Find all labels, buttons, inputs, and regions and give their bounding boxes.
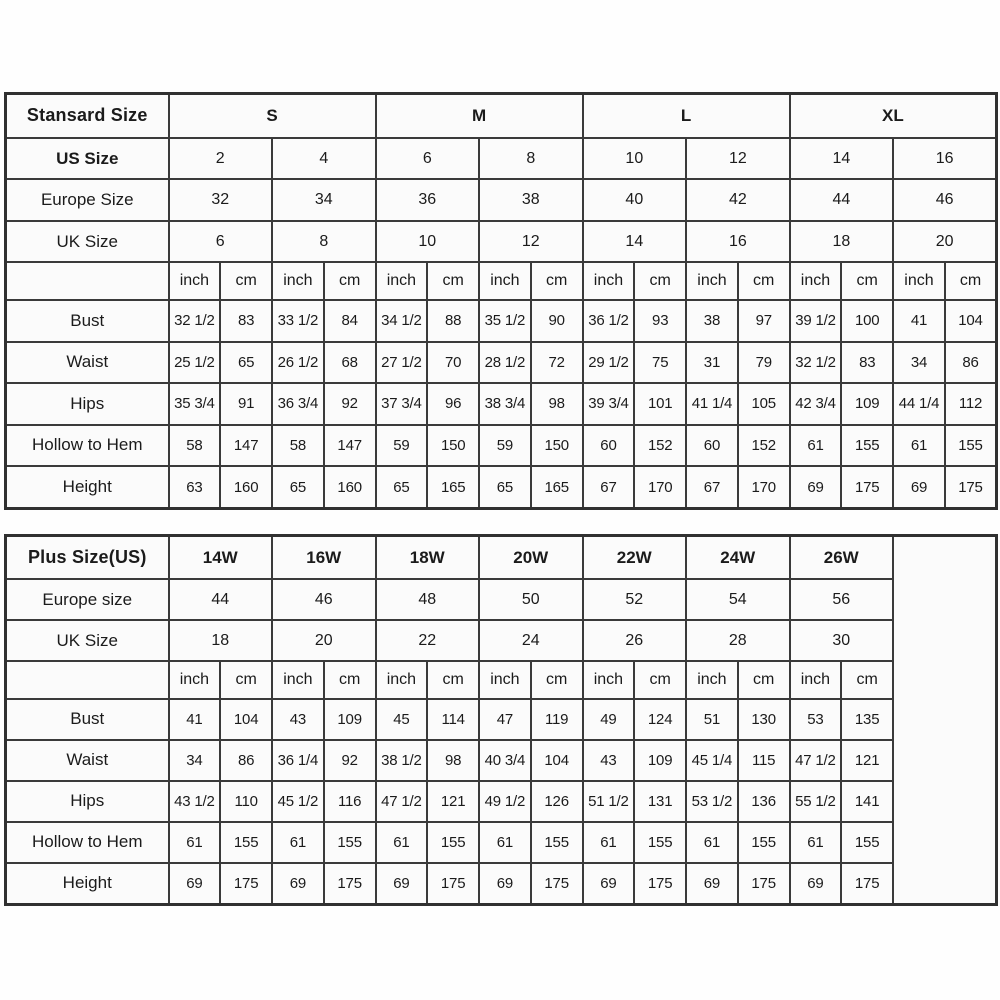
measurement-value-cell: 51 1/2 — [583, 781, 635, 822]
measurement-value-cell: 150 — [531, 425, 583, 467]
measurement-value-cell: 124 — [634, 699, 686, 740]
measurement-value-cell: 91 — [220, 383, 272, 425]
size-value-cell: 42 — [686, 179, 790, 221]
measurement-value-cell: 86 — [220, 740, 272, 781]
measurement-value-cell: 155 — [531, 822, 583, 863]
size-group-header: 24W — [686, 536, 790, 580]
measurement-value-cell: 165 — [531, 466, 583, 508]
measurement-value-cell: 61 — [479, 822, 531, 863]
size-value-cell: 44 — [790, 179, 894, 221]
measurement-value-cell: 55 1/2 — [790, 781, 842, 822]
unit-cm-cell: cm — [531, 661, 583, 698]
measurement-value-cell: 109 — [324, 699, 376, 740]
measurement-value-cell: 101 — [634, 383, 686, 425]
corner-label: Plus Size(US) — [6, 536, 169, 580]
empty-column-cell — [893, 536, 997, 905]
measurement-value-cell: 65 — [479, 466, 531, 508]
size-value-cell: 48 — [376, 579, 480, 620]
unit-cm-cell: cm — [634, 661, 686, 698]
unit-inch-cell: inch — [376, 262, 428, 300]
measurement-value-cell: 68 — [324, 342, 376, 384]
measurement-value-cell: 69 — [893, 466, 945, 508]
measurement-value-cell: 90 — [531, 300, 583, 342]
measurement-value-cell: 96 — [427, 383, 479, 425]
measurement-value-cell: 39 1/2 — [790, 300, 842, 342]
measurement-value-cell: 61 — [272, 822, 324, 863]
measurement-value-cell: 38 1/2 — [376, 740, 428, 781]
unit-cm-cell: cm — [220, 661, 272, 698]
measurement-value-cell: 170 — [634, 466, 686, 508]
unit-cm-cell: cm — [634, 262, 686, 300]
measurement-value-cell: 27 1/2 — [376, 342, 428, 384]
row-label: Hollow to Hem — [6, 425, 169, 467]
unit-inch-cell: inch — [686, 262, 738, 300]
measurement-value-cell: 72 — [531, 342, 583, 384]
measurement-value-cell: 45 1/4 — [686, 740, 738, 781]
measurement-value-cell: 175 — [738, 863, 790, 905]
measurement-value-cell: 53 1/2 — [686, 781, 738, 822]
measurement-value-cell: 170 — [738, 466, 790, 508]
size-value-cell: 6 — [169, 221, 273, 263]
measurement-value-cell: 47 1/2 — [376, 781, 428, 822]
measurement-value-cell: 35 1/2 — [479, 300, 531, 342]
size-value-cell: 4 — [272, 138, 376, 180]
measurement-value-cell: 112 — [945, 383, 997, 425]
measurement-value-cell: 61 — [376, 822, 428, 863]
measurement-value-cell: 32 1/2 — [790, 342, 842, 384]
measurement-value-cell: 60 — [686, 425, 738, 467]
measurement-value-cell: 26 1/2 — [272, 342, 324, 384]
measurement-value-cell: 155 — [220, 822, 272, 863]
unit-cm-cell: cm — [220, 262, 272, 300]
row-label: US Size — [6, 138, 169, 180]
size-value-cell: 20 — [893, 221, 997, 263]
unit-inch-cell: inch — [790, 262, 842, 300]
unit-cm-cell: cm — [324, 262, 376, 300]
measurement-value-cell: 44 1/4 — [893, 383, 945, 425]
measurement-value-cell: 83 — [841, 342, 893, 384]
measurement-value-cell: 65 — [220, 342, 272, 384]
size-value-cell: 6 — [376, 138, 480, 180]
measurement-value-cell: 152 — [634, 425, 686, 467]
measurement-value-cell: 51 — [686, 699, 738, 740]
measurement-value-cell: 115 — [738, 740, 790, 781]
unit-cm-cell: cm — [738, 262, 790, 300]
size-value-cell: 36 — [376, 179, 480, 221]
measurement-value-cell: 175 — [634, 863, 686, 905]
unit-cm-cell: cm — [324, 661, 376, 698]
unit-row-label-cell — [6, 661, 169, 698]
row-label: Waist — [6, 342, 169, 384]
size-group-header: XL — [790, 94, 997, 138]
measurement-value-cell: 109 — [841, 383, 893, 425]
measurement-value-cell: 61 — [169, 822, 221, 863]
size-value-cell: 8 — [479, 138, 583, 180]
measurement-value-cell: 79 — [738, 342, 790, 384]
measurement-value-cell: 58 — [272, 425, 324, 467]
measurement-value-cell: 47 1/2 — [790, 740, 842, 781]
size-group-header: 14W — [169, 536, 273, 580]
size-value-cell: 40 — [583, 179, 687, 221]
measurement-value-cell: 69 — [686, 863, 738, 905]
corner-label: Stansard Size — [6, 94, 169, 138]
measurement-value-cell: 67 — [686, 466, 738, 508]
unit-cm-cell: cm — [945, 262, 997, 300]
measurement-value-cell: 75 — [634, 342, 686, 384]
measurement-value-cell: 38 3/4 — [479, 383, 531, 425]
unit-row-label-cell — [6, 262, 169, 300]
unit-cm-cell: cm — [841, 661, 893, 698]
measurement-value-cell: 49 1/2 — [479, 781, 531, 822]
measurement-value-cell: 175 — [324, 863, 376, 905]
size-group-header: S — [169, 94, 376, 138]
plus-size-table — [4, 534, 998, 906]
measurement-value-cell: 114 — [427, 699, 479, 740]
measurement-value-cell: 141 — [841, 781, 893, 822]
measurement-value-cell: 69 — [790, 466, 842, 508]
measurement-value-cell: 121 — [427, 781, 479, 822]
size-value-cell: 14 — [790, 138, 894, 180]
measurement-value-cell: 53 — [790, 699, 842, 740]
measurement-value-cell: 28 1/2 — [479, 342, 531, 384]
measurement-value-cell: 63 — [169, 466, 221, 508]
size-value-cell: 34 — [272, 179, 376, 221]
unit-inch-cell: inch — [583, 661, 635, 698]
row-label: Waist — [6, 740, 169, 781]
measurement-value-cell: 49 — [583, 699, 635, 740]
size-value-cell: 26 — [583, 620, 687, 661]
measurement-value-cell: 69 — [272, 863, 324, 905]
size-group-header: 26W — [790, 536, 894, 580]
unit-inch-cell: inch — [893, 262, 945, 300]
size-value-cell: 16 — [686, 221, 790, 263]
measurement-value-cell: 93 — [634, 300, 686, 342]
measurement-value-cell: 109 — [634, 740, 686, 781]
measurement-value-cell: 155 — [634, 822, 686, 863]
measurement-value-cell: 84 — [324, 300, 376, 342]
measurement-value-cell: 40 3/4 — [479, 740, 531, 781]
measurement-value-cell: 152 — [738, 425, 790, 467]
unit-inch-cell: inch — [479, 262, 531, 300]
size-value-cell: 8 — [272, 221, 376, 263]
measurement-value-cell: 29 1/2 — [583, 342, 635, 384]
measurement-value-cell: 175 — [841, 863, 893, 905]
size-group-header: 20W — [479, 536, 583, 580]
measurement-value-cell: 34 1/2 — [376, 300, 428, 342]
measurement-value-cell: 147 — [220, 425, 272, 467]
size-value-cell: 32 — [169, 179, 273, 221]
measurement-value-cell: 126 — [531, 781, 583, 822]
size-group-header: L — [583, 94, 790, 138]
row-label: Height — [6, 863, 169, 905]
measurement-value-cell: 104 — [945, 300, 997, 342]
measurement-value-cell: 155 — [324, 822, 376, 863]
measurement-value-cell: 130 — [738, 699, 790, 740]
measurement-value-cell: 97 — [738, 300, 790, 342]
row-label: Hips — [6, 383, 169, 425]
measurement-value-cell: 67 — [583, 466, 635, 508]
unit-inch-cell: inch — [376, 661, 428, 698]
measurement-value-cell: 160 — [324, 466, 376, 508]
row-label: Height — [6, 466, 169, 508]
measurement-value-cell: 86 — [945, 342, 997, 384]
measurement-value-cell: 175 — [841, 466, 893, 508]
row-label: UK Size — [6, 620, 169, 661]
measurement-value-cell: 61 — [893, 425, 945, 467]
measurement-value-cell: 38 — [686, 300, 738, 342]
size-group-header: M — [376, 94, 583, 138]
measurement-value-cell: 147 — [324, 425, 376, 467]
unit-inch-cell: inch — [169, 262, 221, 300]
unit-inch-cell: inch — [272, 661, 324, 698]
measurement-value-cell: 131 — [634, 781, 686, 822]
measurement-value-cell: 69 — [479, 863, 531, 905]
measurement-value-cell: 34 — [893, 342, 945, 384]
unit-inch-cell: inch — [686, 661, 738, 698]
measurement-value-cell: 98 — [427, 740, 479, 781]
measurement-value-cell: 165 — [427, 466, 479, 508]
size-value-cell: 56 — [790, 579, 894, 620]
size-value-cell: 46 — [893, 179, 997, 221]
row-label: Bust — [6, 699, 169, 740]
unit-inch-cell: inch — [169, 661, 221, 698]
measurement-value-cell: 39 3/4 — [583, 383, 635, 425]
measurement-value-cell: 61 — [686, 822, 738, 863]
measurement-value-cell: 60 — [583, 425, 635, 467]
measurement-value-cell: 175 — [945, 466, 997, 508]
measurement-value-cell: 61 — [790, 822, 842, 863]
size-value-cell: 16 — [893, 138, 997, 180]
measurement-value-cell: 45 1/2 — [272, 781, 324, 822]
measurement-value-cell: 43 — [583, 740, 635, 781]
measurement-value-cell: 35 3/4 — [169, 383, 221, 425]
measurement-value-cell: 92 — [324, 740, 376, 781]
measurement-value-cell: 37 3/4 — [376, 383, 428, 425]
size-value-cell: 10 — [376, 221, 480, 263]
measurement-value-cell: 45 — [376, 699, 428, 740]
size-value-cell: 44 — [169, 579, 273, 620]
size-value-cell: 28 — [686, 620, 790, 661]
measurement-value-cell: 98 — [531, 383, 583, 425]
measurement-value-cell: 135 — [841, 699, 893, 740]
size-value-cell: 12 — [479, 221, 583, 263]
measurement-value-cell: 155 — [841, 822, 893, 863]
measurement-value-cell: 160 — [220, 466, 272, 508]
measurement-value-cell: 104 — [531, 740, 583, 781]
size-value-cell: 2 — [169, 138, 273, 180]
measurement-value-cell: 100 — [841, 300, 893, 342]
size-value-cell: 38 — [479, 179, 583, 221]
measurement-value-cell: 59 — [376, 425, 428, 467]
size-value-cell: 52 — [583, 579, 687, 620]
size-group-header: 22W — [583, 536, 687, 580]
unit-cm-cell: cm — [738, 661, 790, 698]
unit-cm-cell: cm — [427, 661, 479, 698]
measurement-value-cell: 83 — [220, 300, 272, 342]
measurement-value-cell: 43 — [272, 699, 324, 740]
row-label: Hollow to Hem — [6, 822, 169, 863]
measurement-value-cell: 61 — [583, 822, 635, 863]
measurement-value-cell: 36 3/4 — [272, 383, 324, 425]
measurement-value-cell: 69 — [583, 863, 635, 905]
row-label: UK Size — [6, 221, 169, 263]
measurement-value-cell: 136 — [738, 781, 790, 822]
size-value-cell: 14 — [583, 221, 687, 263]
measurement-value-cell: 105 — [738, 383, 790, 425]
measurement-value-cell: 47 — [479, 699, 531, 740]
standard-size-table — [4, 92, 998, 510]
measurement-value-cell: 155 — [738, 822, 790, 863]
measurement-value-cell: 155 — [427, 822, 479, 863]
measurement-value-cell: 121 — [841, 740, 893, 781]
measurement-value-cell: 69 — [169, 863, 221, 905]
size-value-cell: 20 — [272, 620, 376, 661]
size-group-header: 18W — [376, 536, 480, 580]
measurement-value-cell: 175 — [427, 863, 479, 905]
measurement-value-cell: 25 1/2 — [169, 342, 221, 384]
measurement-value-cell: 92 — [324, 383, 376, 425]
size-value-cell: 22 — [376, 620, 480, 661]
measurement-value-cell: 32 1/2 — [169, 300, 221, 342]
measurement-value-cell: 88 — [427, 300, 479, 342]
size-value-cell: 18 — [790, 221, 894, 263]
measurement-value-cell: 116 — [324, 781, 376, 822]
measurement-value-cell: 58 — [169, 425, 221, 467]
measurement-value-cell: 33 1/2 — [272, 300, 324, 342]
unit-inch-cell: inch — [583, 262, 635, 300]
unit-inch-cell: inch — [479, 661, 531, 698]
measurement-value-cell: 31 — [686, 342, 738, 384]
measurement-value-cell: 65 — [376, 466, 428, 508]
measurement-value-cell: 69 — [376, 863, 428, 905]
measurement-value-cell: 110 — [220, 781, 272, 822]
measurement-value-cell: 150 — [427, 425, 479, 467]
size-value-cell: 10 — [583, 138, 687, 180]
size-group-header: 16W — [272, 536, 376, 580]
unit-cm-cell: cm — [427, 262, 479, 300]
measurement-value-cell: 69 — [790, 863, 842, 905]
size-value-cell: 30 — [790, 620, 894, 661]
measurement-value-cell: 65 — [272, 466, 324, 508]
measurement-value-cell: 41 — [893, 300, 945, 342]
measurement-value-cell: 43 1/2 — [169, 781, 221, 822]
unit-cm-cell: cm — [531, 262, 583, 300]
measurement-value-cell: 175 — [220, 863, 272, 905]
measurement-value-cell: 61 — [790, 425, 842, 467]
unit-cm-cell: cm — [841, 262, 893, 300]
measurement-value-cell: 155 — [841, 425, 893, 467]
measurement-value-cell: 34 — [169, 740, 221, 781]
measurement-value-cell: 119 — [531, 699, 583, 740]
measurement-value-cell: 41 — [169, 699, 221, 740]
size-value-cell: 54 — [686, 579, 790, 620]
size-value-cell: 18 — [169, 620, 273, 661]
row-label: Europe size — [6, 579, 169, 620]
row-label: Hips — [6, 781, 169, 822]
size-value-cell: 12 — [686, 138, 790, 180]
size-value-cell: 24 — [479, 620, 583, 661]
measurement-value-cell: 41 1/4 — [686, 383, 738, 425]
measurement-value-cell: 175 — [531, 863, 583, 905]
size-value-cell: 46 — [272, 579, 376, 620]
measurement-value-cell: 59 — [479, 425, 531, 467]
measurement-value-cell: 70 — [427, 342, 479, 384]
unit-inch-cell: inch — [272, 262, 324, 300]
measurement-value-cell: 155 — [945, 425, 997, 467]
measurement-value-cell: 36 1/2 — [583, 300, 635, 342]
row-label: Bust — [6, 300, 169, 342]
measurement-value-cell: 104 — [220, 699, 272, 740]
measurement-value-cell: 42 3/4 — [790, 383, 842, 425]
size-value-cell: 50 — [479, 579, 583, 620]
measurement-value-cell: 36 1/4 — [272, 740, 324, 781]
row-label: Europe Size — [6, 179, 169, 221]
unit-inch-cell: inch — [790, 661, 842, 698]
